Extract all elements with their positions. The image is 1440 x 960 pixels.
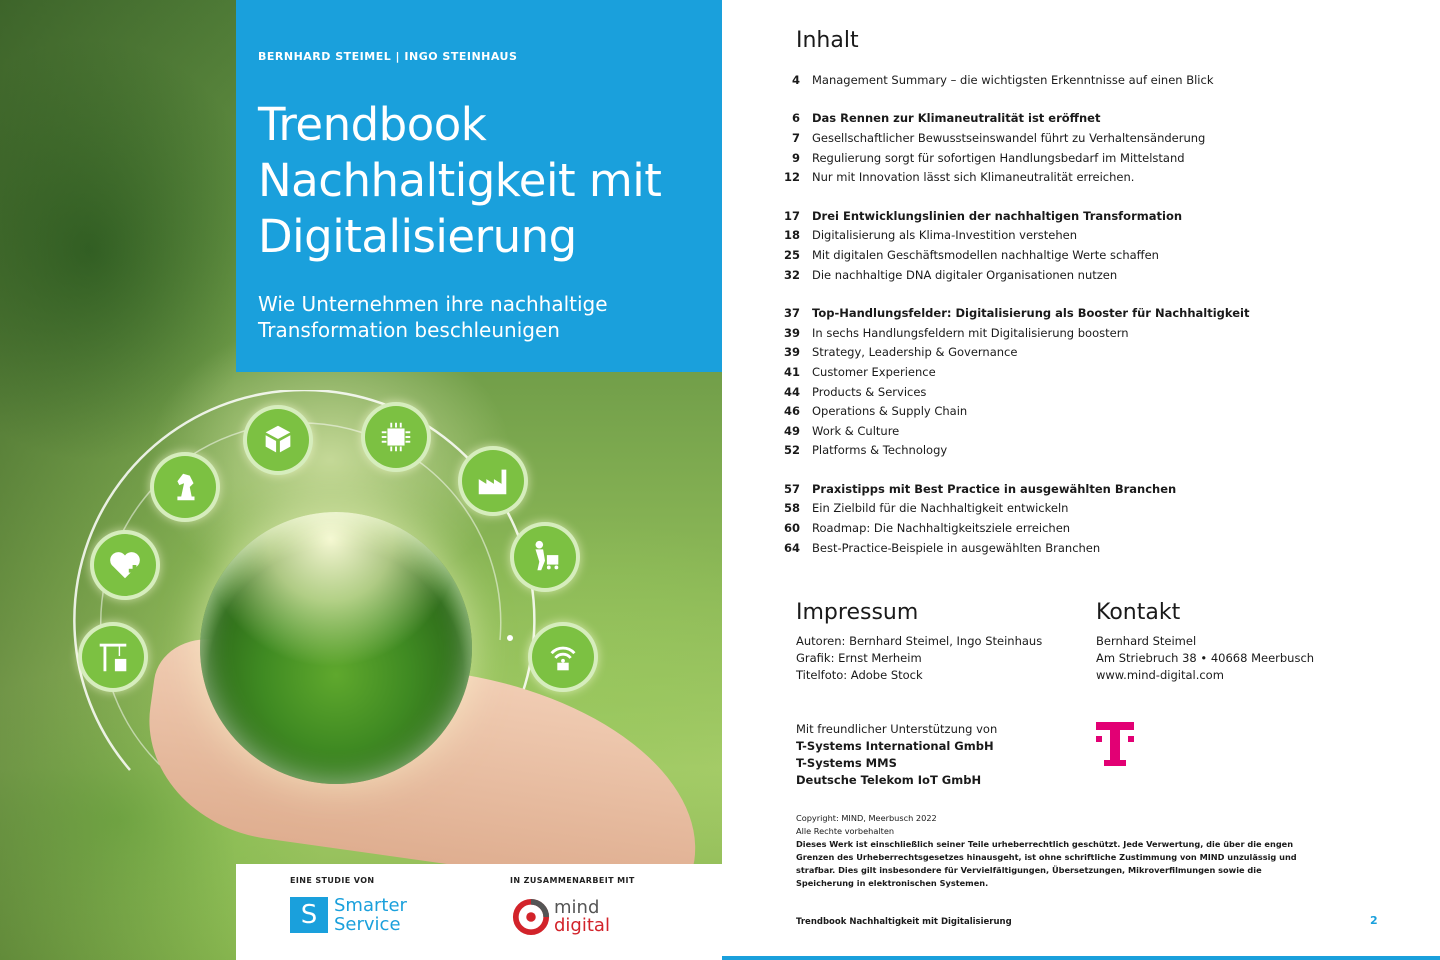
cover-title-line: Trendbook (258, 98, 487, 151)
cover-subtitle-line: Wie Unternehmen ihre nachhaltige (258, 292, 608, 316)
toc-entry[interactable] (784, 245, 1424, 265)
toc-entry[interactable] (784, 323, 1424, 343)
toc-entry-title: Nur mit Innovation lässt sich Klimaneutralität erreichen. (812, 170, 1135, 185)
toc-group-gap (784, 284, 1424, 303)
toc-page-number: 39 (784, 345, 801, 360)
toc-entry[interactable] (784, 206, 1424, 226)
toc-entry[interactable] (784, 70, 1424, 90)
toc-entry[interactable] (784, 518, 1424, 538)
support-company: T-Systems International GmbH (796, 739, 994, 753)
support-intro: Mit freundlicher Unterstützung von (796, 722, 998, 736)
smarter-logo-line: Smarter (334, 895, 407, 916)
toc-page-number: 58 (784, 501, 801, 516)
toc-entry-title: Ein Zielbild für die Nachhaltigkeit entwickeln (812, 501, 1069, 516)
toc-entry-title: Regulierung sorgt für sofortigen Handlungsbedarf im Mittelstand (812, 150, 1185, 165)
table-of-contents (784, 70, 1424, 557)
copyright-line: Copyright: MIND, Meerbusch 2022 (796, 813, 937, 823)
toc-page-number: 44 (784, 384, 801, 399)
toc-page-number: 41 (784, 364, 801, 379)
mind-logo-line: mind (554, 897, 600, 918)
toc-page-number: 57 (784, 481, 801, 496)
toc-entry[interactable] (784, 226, 1424, 246)
toc-entry-title: Praxistipps mit Best Practice in ausgewählten Branchen (812, 481, 1177, 496)
kontakt-address: Am Striebruch 38 • 40668 Meerbusch (1096, 651, 1315, 665)
impressum-title: Impressum (796, 600, 919, 625)
toc-page-number: 12 (784, 170, 801, 185)
toc-entry-title: Drei Entwicklungslinien der nachhaltigen Transformation (812, 208, 1183, 223)
smarter-logo-line: Service (334, 914, 401, 935)
mind-logo-mark (512, 898, 550, 936)
support-company: Deutsche Telekom IoT GmbH (796, 773, 982, 787)
toc-page-number: 17 (784, 208, 801, 223)
toc-entry[interactable] (784, 499, 1424, 519)
contents-page (722, 0, 1440, 960)
toc-page-number: 25 (784, 247, 801, 262)
toc-entry-title: Digitalisierung als Klima-Investition verstehen (812, 228, 1078, 243)
kontakt-details (1096, 633, 1314, 684)
copyright-body-line: strafbar. Dies gilt insbesondere für Vervielfältigungen, Übersetzungen, Mikroverfilmungen sowie die (796, 865, 1262, 875)
impressum-line: Autoren: Bernhard Steimel, Ingo Steinhaus (796, 634, 1043, 648)
toc-page-number: 64 (784, 540, 801, 555)
toc-entry[interactable] (784, 148, 1424, 168)
impressum-details (796, 633, 1042, 684)
impressum-line: Grafik: Ernst Merheim (796, 651, 922, 665)
copyright-body-line: Grenzen des Urheberrechtsgesetzes hinausgeht, ist ohne schriftliche Zustimmung von MIND unzulässig und (796, 852, 1297, 862)
impressum-line: Titelfoto: Adobe Stock (796, 668, 923, 682)
chip-icon (361, 402, 431, 472)
toc-entry-title: Products & Services (812, 384, 927, 399)
toc-page-number: 49 (784, 423, 801, 438)
toc-entry[interactable] (784, 538, 1424, 558)
cover-title-line: Nachhaltigkeit mit (258, 154, 662, 207)
crane-icon (78, 622, 148, 692)
toc-entry-title: Work & Culture (812, 423, 900, 438)
worker-cart-icon (510, 522, 580, 592)
copyright-body-line: Dieses Werk ist einschließlich seiner Teile urheberrechtlich geschützt. Jede Verwertung, die über die engen (796, 839, 1294, 849)
cover-title (258, 97, 700, 265)
title-box (236, 0, 722, 372)
toc-entry[interactable] (784, 109, 1424, 129)
telekom-logo (1096, 722, 1134, 768)
toc-entry[interactable] (784, 128, 1424, 148)
contents-title: Inhalt (796, 28, 859, 53)
cooperation-label: IN ZUSAMMENARBEIT MIT (510, 876, 635, 885)
toc-entry-title: In sechs Handlungsfeldern mit Digitalisierung boostern (812, 325, 1129, 340)
toc-entry[interactable] (784, 479, 1424, 499)
smarter-service-wordmark (334, 896, 407, 934)
toc-page-number: 60 (784, 521, 801, 536)
toc-page-number: 4 (791, 72, 800, 87)
toc-entry[interactable] (784, 265, 1424, 285)
toc-page-number: 9 (791, 150, 800, 165)
smarter-service-logo (290, 896, 407, 934)
toc-entry[interactable] (784, 441, 1424, 461)
toc-entry[interactable] (784, 421, 1424, 441)
toc-page-number: 32 (784, 267, 801, 282)
support-company: T-Systems MMS (796, 756, 897, 770)
toc-page-number: 39 (784, 325, 801, 340)
toc-entry-title: Platforms & Technology (812, 443, 948, 458)
kontakt-title: Kontakt (1096, 600, 1181, 625)
toc-group-gap (784, 187, 1424, 206)
wifi-robot-icon (528, 622, 598, 692)
copyright-notice (796, 812, 1297, 890)
factory-icon (458, 446, 528, 516)
toc-entry-title: Strategy, Leadership & Governance (812, 345, 1018, 360)
toc-page-number: 18 (784, 228, 801, 243)
toc-group-gap (784, 90, 1424, 109)
mind-logo-line: digital (554, 915, 610, 936)
toc-page-number: 52 (784, 443, 801, 458)
chess-knight-icon (150, 452, 220, 522)
mind-digital-wordmark (554, 899, 610, 935)
toc-entry[interactable] (784, 167, 1424, 187)
toc-page-number: 46 (784, 404, 801, 419)
toc-entry[interactable] (784, 303, 1424, 323)
toc-entry-title: Die nachhaltige DNA digitaler Organisationen nutzen (812, 267, 1118, 282)
toc-group-gap (784, 460, 1424, 479)
copyright-body-line: Speicherung in elektronischen Systemen. (796, 878, 989, 888)
footer-title: Trendbook Nachhaltigkeit mit Digitalisierung (796, 917, 1012, 927)
toc-page-number: 6 (791, 111, 800, 126)
cover-title-line: Digitalisierung (258, 210, 577, 263)
kontakt-name: Bernhard Steimel (1096, 634, 1197, 648)
mind-digital-logo (512, 898, 610, 936)
toc-entry-title: Management Summary – die wichtigsten Erkenntnisse auf einen Blick (812, 72, 1214, 87)
toc-entry-title: Best-Practice-Beispiele in ausgewählten Branchen (812, 540, 1101, 555)
cover-subtitle-line: Transformation beschleunigen (258, 318, 560, 342)
cover-subtitle (258, 291, 700, 343)
copyright-rights: Alle Rechte vorbehalten (796, 826, 895, 836)
toc-page-number: 7 (791, 130, 800, 145)
toc-entry-title: Top-Handlungsfelder: Digitalisierung als Booster für Nachhaltigkeit (812, 306, 1250, 321)
toc-entry-title: Das Rennen zur Klimaneutralität ist eröffnet (812, 111, 1101, 126)
boxes-icon (243, 405, 313, 475)
toc-entry[interactable] (784, 382, 1424, 402)
toc-entry[interactable] (784, 343, 1424, 363)
toc-entry-title: Operations & Supply Chain (812, 404, 968, 419)
toc-entry-title: Gesellschaftlicher Bewusstseinswandel führt zu Verhaltensänderung (812, 130, 1206, 145)
glass-sphere-plant-image (200, 512, 472, 784)
toc-entry[interactable] (784, 362, 1424, 382)
study-label: EINE STUDIE VON (290, 876, 375, 885)
heart-plus-icon (90, 530, 160, 600)
page-number: 2 (1370, 914, 1378, 927)
smarter-service-mark: S (290, 897, 328, 933)
cover-authors: BERNHARD STEIMEL | INGO STEINHAUS (258, 50, 518, 63)
footer-bar (722, 956, 1440, 960)
kontakt-website-link[interactable]: www.mind-digital.com (1096, 668, 1224, 682)
toc-entry[interactable] (784, 401, 1424, 421)
partner-footer (236, 864, 722, 960)
support-block (796, 721, 997, 789)
toc-entry-title: Mit digitalen Geschäftsmodellen nachhaltige Werte schaffen (812, 247, 1159, 262)
toc-page-number: 37 (784, 306, 801, 321)
toc-entry-title: Customer Experience (812, 364, 936, 379)
toc-entry-title: Roadmap: Die Nachhaltigkeitsziele erreichen (812, 521, 1071, 536)
